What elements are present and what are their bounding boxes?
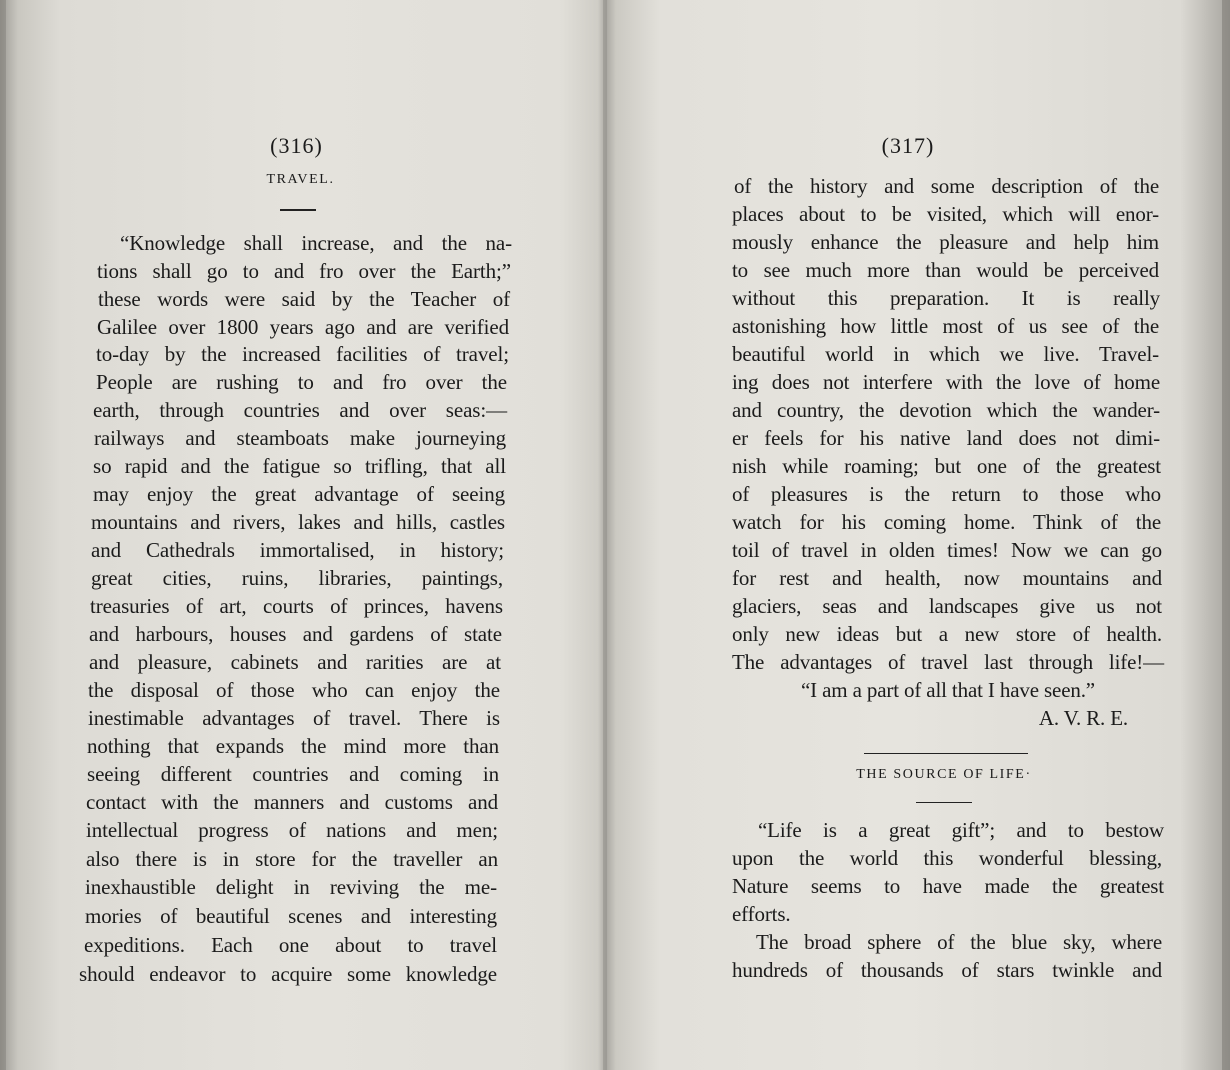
body-line: places about to be visited, which will enor- bbox=[732, 202, 1159, 226]
body-line: The broad sphere of the blue sky, where bbox=[756, 930, 1162, 954]
body-line: inexhaustible delight in reviving the me- bbox=[85, 875, 497, 899]
body-line: to see much more than would be perceived bbox=[732, 258, 1159, 282]
body-line: nothing that expands the mind more than bbox=[87, 734, 499, 758]
left-page-heading: TRAVEL. bbox=[266, 172, 335, 187]
body-line: efforts. bbox=[732, 902, 791, 926]
body-line: expeditions. Each one about to travel bbox=[84, 933, 497, 957]
body-line: without this preparation. It is really bbox=[732, 286, 1160, 310]
body-line: ing does not interfere with the love of home bbox=[732, 370, 1160, 394]
right-page-edge bbox=[1222, 0, 1230, 1070]
body-line: People are rushing to and fro over the bbox=[96, 370, 507, 394]
body-line: earth, through countries and over seas:— bbox=[93, 398, 507, 422]
body-line: may enjoy the great advantage of seeing bbox=[93, 482, 505, 506]
section-top-rule bbox=[864, 753, 1028, 754]
body-line: seeing different countries and coming in bbox=[87, 762, 499, 786]
body-line: and Cathedrals immortalised, in history; bbox=[91, 538, 504, 562]
body-line: tions shall go to and fro over the Earth;” bbox=[97, 259, 511, 283]
body-line: of the history and some description of the bbox=[734, 174, 1159, 198]
body-line: should endeavor to acquire some knowledge bbox=[79, 962, 497, 986]
body-line: upon the world this wonderful blessing, bbox=[732, 846, 1162, 870]
body-line: and harbours, houses and gardens of state bbox=[89, 622, 502, 646]
body-line: so rapid and the fatigue so trifling, that all bbox=[93, 454, 506, 478]
body-line: glaciers, seas and landscapes give us not bbox=[732, 594, 1162, 618]
body-line: contact with the manners and customs and bbox=[86, 790, 498, 814]
body-line: also there is in store for the traveller an bbox=[86, 847, 498, 871]
body-line: nish while roaming; but one of the greatest bbox=[732, 454, 1161, 478]
left-page-number: (316) bbox=[270, 133, 323, 158]
body-line: watch for his coming home. Think of the bbox=[732, 510, 1161, 534]
body-line: astonishing how little most of us see of the bbox=[732, 314, 1159, 338]
section-heading: THE SOURCE OF LIFE· bbox=[856, 767, 1032, 782]
body-line: only new ideas but a new store of health. bbox=[732, 622, 1162, 646]
body-line: Galilee over 1800 years ago and are verified bbox=[97, 315, 509, 339]
body-line: the disposal of those who can enjoy the bbox=[88, 678, 500, 702]
body-line: to-day by the increased facilities of travel; bbox=[96, 342, 509, 366]
body-line: and pleasure, cabinets and rarities are at bbox=[89, 650, 501, 674]
left-heading-rule bbox=[280, 209, 316, 211]
body-line: treasuries of art, courts of princes, havens bbox=[90, 594, 503, 618]
body-line: railways and steamboats make journeying bbox=[94, 426, 506, 450]
body-line: hundreds of thousands of stars twinkle and bbox=[732, 958, 1162, 982]
body-line: mountains and rivers, lakes and hills, castles bbox=[91, 510, 505, 534]
right-page-number: (317) bbox=[881, 133, 935, 158]
body-line: and country, the devotion which the wander- bbox=[732, 398, 1160, 422]
body-line: er feels for his native land does not dimi- bbox=[732, 426, 1160, 450]
body-line: great cities, ruins, libraries, paintings, bbox=[91, 566, 503, 590]
book-gutter bbox=[603, 0, 607, 1070]
body-line: The advantages of travel last through life!— bbox=[732, 650, 1164, 674]
quote-line: “I am a part of all that I have seen.” bbox=[801, 678, 1095, 702]
body-line: for rest and health, now mountains and bbox=[732, 566, 1162, 590]
section-heading-rule bbox=[916, 802, 972, 803]
body-line: “Knowledge shall increase, and the na- bbox=[120, 231, 512, 255]
body-line: Nature seems to have made the greatest bbox=[732, 874, 1164, 898]
signature: A. V. R. E. bbox=[1038, 706, 1128, 730]
body-line: intellectual progress of nations and men; bbox=[86, 818, 498, 842]
body-line: these words were said by the Teacher of bbox=[98, 287, 510, 311]
body-line: mously enhance the pleasure and help him bbox=[732, 230, 1159, 254]
body-line: “Life is a great gift”; and to bestow bbox=[758, 818, 1164, 842]
body-line: inestimable advantages of travel. There is bbox=[88, 706, 500, 730]
left-page-edge bbox=[0, 0, 6, 1070]
body-line: beautiful world in which we live. Travel- bbox=[732, 342, 1159, 366]
body-line: mories of beautiful scenes and interesting bbox=[85, 904, 497, 928]
body-line: toil of travel in olden times! Now we can go bbox=[732, 538, 1162, 562]
body-line: of pleasures is the return to those who bbox=[732, 482, 1161, 506]
